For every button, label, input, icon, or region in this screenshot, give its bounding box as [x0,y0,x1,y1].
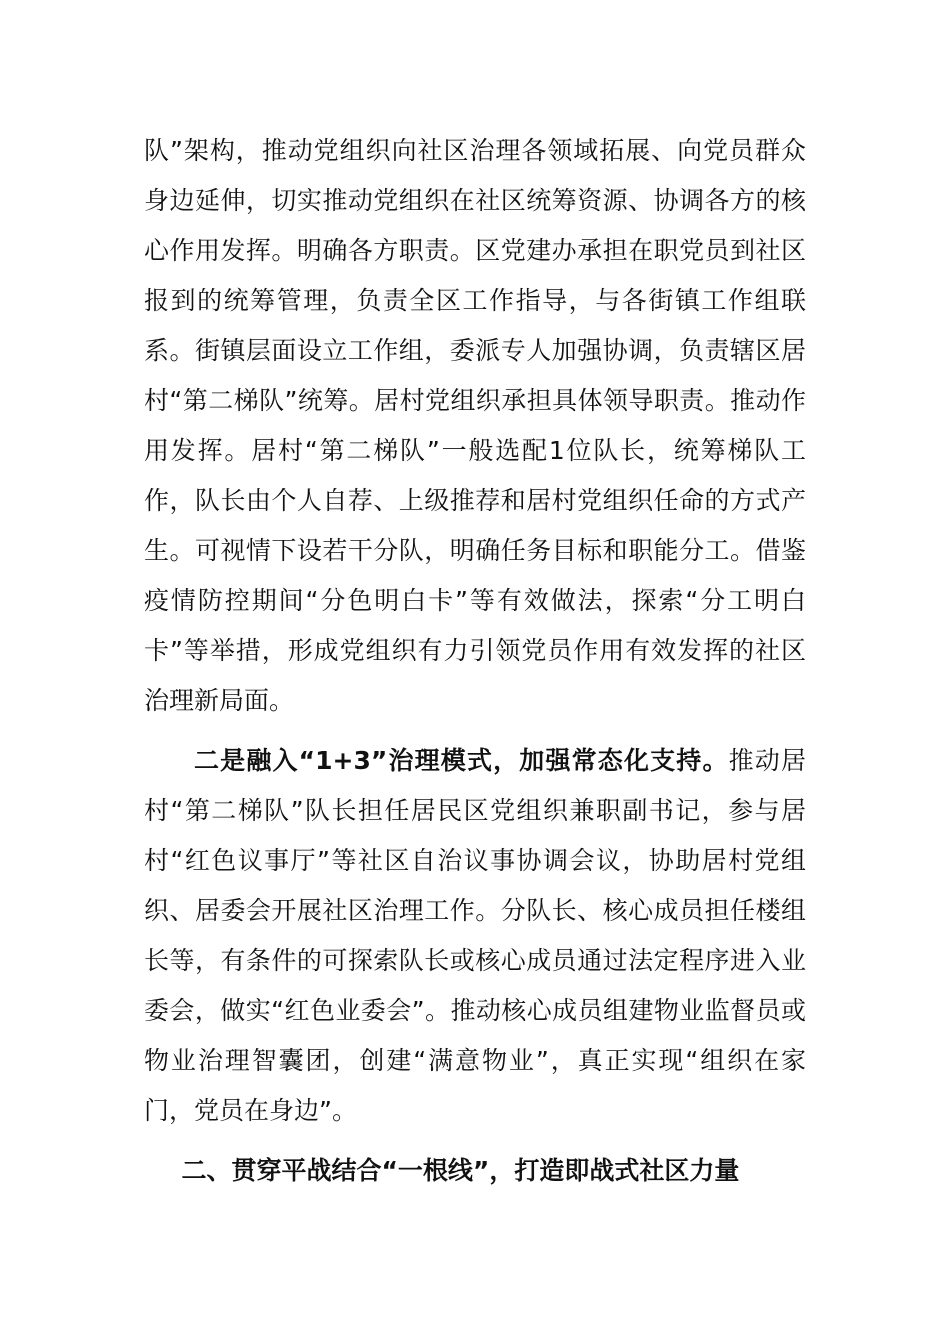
document-body [144,126,806,1196]
paragraph-continued: 队”架构，推动党组织向社区治理各领域拓展、向党员群众身边延伸，切实推动党组织在社区统筹资源、协调各方的核心作用发挥。明确各方职责。区党建办承担在职党员到社区报到的统筹管理，负责全区工作指导，与各街镇工作组联系。街镇层面设立工作组，委派专人加强协调，负责辖区居村“第二梯队”统筹。居村党组织承担具体领导职责。推动作用发挥。居村“第二梯队”一般选配1位队长，统筹梯队工作，队长由个人自荐、上级推荐和居村党组织任命的方式产生。可视情下设若干分队，明确任务目标和职能分工。借鉴疫情防控期间“分色明白卡”等有效做法，探索“分工明白卡”等举措，形成党组织有力引领党员作用有效发挥的社区治理新局面。 [144,136,806,715]
paragraph-body: 推动居村“第二梯队”队长担任居民区党组织兼职副书记，参与居村“红色议事厅”等社区自治议事协调会议，协助居村党组织、居委会开展社区治理工作。分队长、核心成员担任楼组长等，有条件的可探索队长或核心成员通过法定程序进入业委会，做实“红色业委会”。推动核心成员组建物业监督员或物业治理智囊团，创建“满意物业”，真正实现“组织在家门，党员在身边”。 [144,746,806,1125]
paragraph-integration [144,736,806,1136]
section-heading: 二、贯穿平战结合“一根线”，打造即战式社区力量 [181,1156,740,1185]
paragraph-lead-bold: 二是融入“1+3”治理模式，加强常态化支持。 [194,746,729,775]
